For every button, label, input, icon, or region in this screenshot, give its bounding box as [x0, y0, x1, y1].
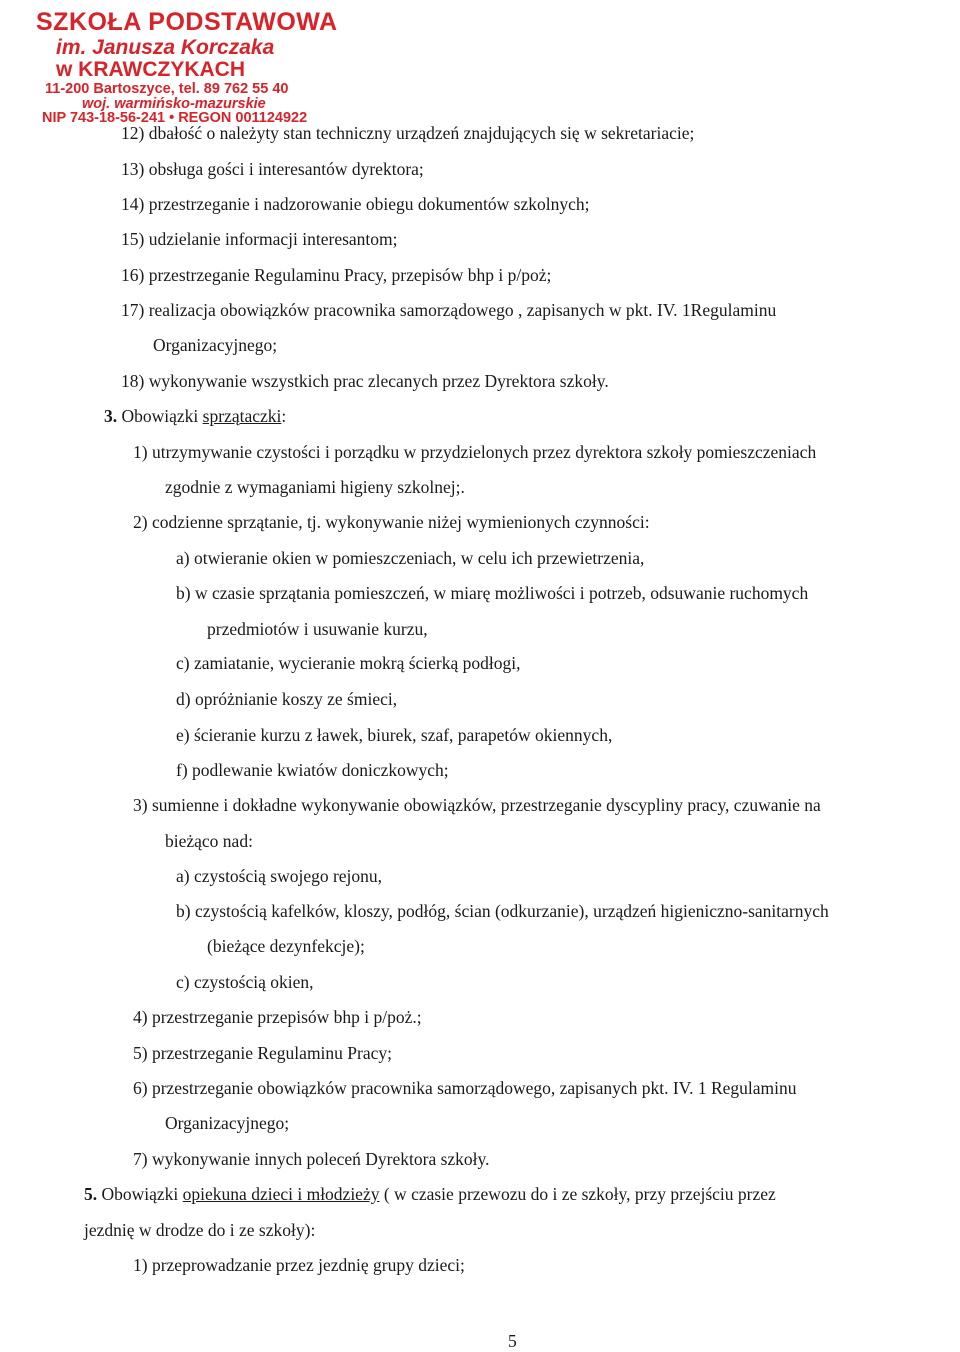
- section-title: opiekuna dzieci i młodzieży: [182, 1184, 380, 1204]
- sub-list-item: c) czystością okien,: [176, 972, 314, 992]
- list-item-continuation: zgodnie z wymaganiami higieny szkolnej;.: [165, 477, 465, 497]
- section-heading: [104, 405, 286, 427]
- sub-list-item-continuation: (bieżące dezynfekcje);: [207, 936, 365, 956]
- sub-list-item: b) czystością kafelków, kloszy, podłóg, ścian (odkurzanie), urządzeń higieniczno-sanitarnych: [176, 901, 829, 921]
- sub-list-item: a) czystością swojego rejonu,: [176, 866, 383, 886]
- section-prefix: Obowiązki: [121, 406, 203, 426]
- sub-list-item: b) w czasie sprzątania pomieszczeń, w miarę możliwości i potrzeb, odsuwanie ruchomych: [176, 583, 809, 603]
- list-item: 14) przestrzeganie i nadzorowanie obiegu dokumentów szkolnych;: [121, 194, 590, 214]
- list-item: 7) wykonywanie innych poleceń Dyrektora szkoły.: [133, 1149, 490, 1169]
- section-prefix: Obowiązki: [101, 1184, 183, 1204]
- section-title: sprzątaczki: [202, 406, 282, 426]
- list-item-continuation: Organizacyjnego;: [153, 335, 278, 355]
- list-item: 1) przeprowadzanie przez jezdnię grupy dzieci;: [133, 1255, 465, 1275]
- list-item: 6) przestrzeganie obowiązków pracownika samorządowego, zapisanych pkt. IV. 1 Regulaminu: [133, 1078, 797, 1098]
- stamp-line: 11-200 Bartoszyce, tel. 89 762 55 40: [45, 81, 289, 97]
- stamp-line: NIP 743-18-56-241 • REGON 001124922: [42, 110, 308, 126]
- stamp-line: w KRAWCZYKACH: [56, 58, 245, 81]
- list-item: 16) przestrzeganie Regulaminu Pracy, przepisów bhp i p/poż;: [121, 265, 552, 285]
- sub-list-item: c) zamiatanie, wycieranie mokrą ścierką podłogi,: [176, 653, 521, 673]
- stamp-line: SZKOŁA PODSTAWOWA: [36, 8, 338, 36]
- section-heading-continuation: jezdnię w drodze do i ze szkoły):: [84, 1220, 316, 1240]
- stamp-line: im. Janusza Korczaka: [56, 36, 275, 59]
- list-item: 3) sumienne i dokładne wykonywanie obowiązków, przestrzeganie dyscypliny pracy, czuwanie na: [133, 795, 821, 815]
- list-item: 17) realizacja obowiązków pracownika samorządowego , zapisanych w pkt. IV. 1Regulaminu: [121, 300, 777, 320]
- list-item: 18) wykonywanie wszystkich prac zlecanych przez Dyrektora szkoły.: [121, 371, 609, 391]
- sub-list-item-continuation: przedmiotów i usuwanie kurzu,: [207, 619, 428, 639]
- list-item-continuation: bieżąco nad:: [165, 831, 253, 851]
- sub-list-item: e) ścieranie kurzu z ławek, biurek, szaf, parapetów okiennych,: [176, 725, 613, 745]
- school-stamp: [36, 8, 338, 126]
- sub-list-item: f) podlewanie kwiatów doniczkowych;: [176, 760, 449, 780]
- list-item: 12) dbałość o należyty stan techniczny urządzeń znajdujących się w sekretariacie;: [121, 123, 695, 143]
- list-item: 1) utrzymywanie czystości i porządku w przydzielonych przez dyrektora szkoły pomieszczeniach: [133, 442, 817, 462]
- list-item-continuation: Organizacyjnego;: [165, 1113, 290, 1133]
- list-item: 13) obsługa gości i interesantów dyrektora;: [121, 159, 424, 179]
- section-suffix: :: [281, 406, 287, 426]
- list-item: 2) codzienne sprzątanie, tj. wykonywanie niżej wymienionych czynności:: [133, 512, 650, 532]
- section-suffix: ( w czasie przewozu do i ze szkoły, przy przejściu przez: [379, 1184, 776, 1204]
- section-heading: [84, 1183, 776, 1205]
- list-item: 15) udzielanie informacji interesantom;: [121, 229, 398, 249]
- page-number: 5: [508, 1331, 517, 1351]
- section-number: 3.: [104, 406, 118, 426]
- list-item: 4) przestrzeganie przepisów bhp i p/poż.;: [133, 1007, 422, 1027]
- sub-list-item: d) opróżnianie koszy ze śmieci,: [176, 689, 398, 709]
- list-item: 5) przestrzeganie Regulaminu Pracy;: [133, 1043, 392, 1063]
- stamp-line: woj. warmińsko-mazurskie: [82, 95, 266, 112]
- section-number: 5.: [84, 1184, 98, 1204]
- sub-list-item: a) otwieranie okien w pomieszczeniach, w celu ich przewietrzenia,: [176, 548, 645, 568]
